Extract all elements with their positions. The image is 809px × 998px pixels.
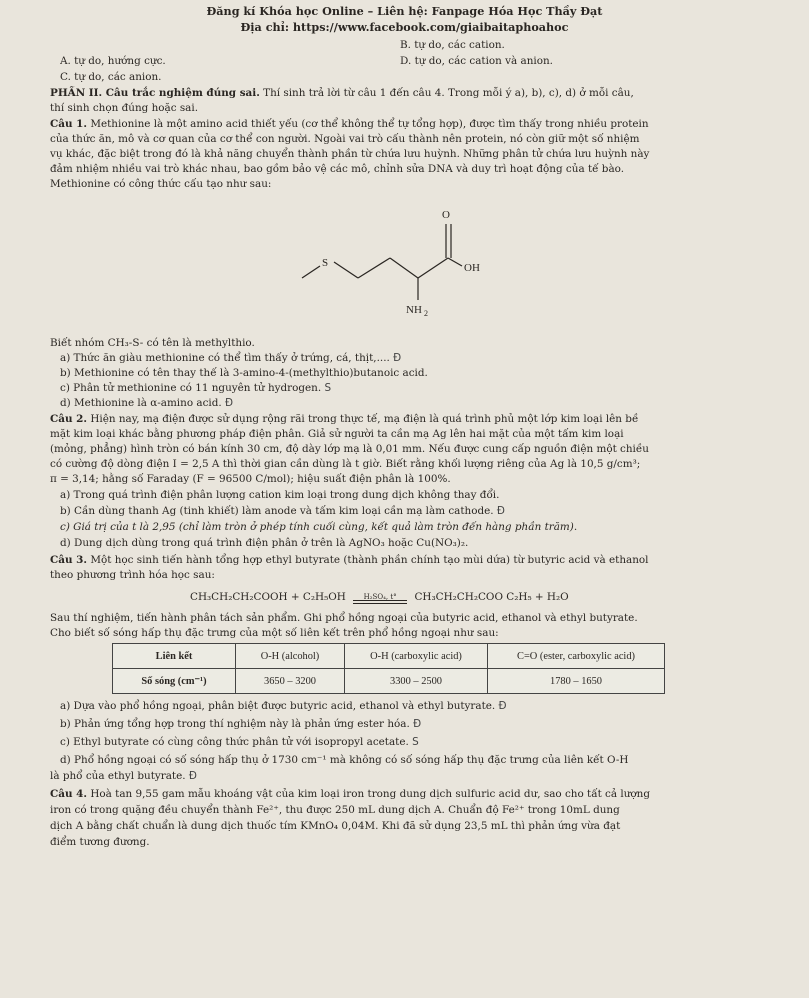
q1-d-handwritten-mark: Đ — [224, 397, 234, 409]
struct-o: O — [442, 209, 450, 221]
q2-item-b — [60, 504, 795, 519]
header-line-1: Đăng kí Khóa học Online – Liên hệ: Fanpage Hóa Học Thầy Đạt — [206, 4, 603, 18]
q3-d-text-2: là phổ của ethyl butyrate. — [50, 770, 186, 782]
q3-c-handwritten-mark: S — [412, 736, 419, 748]
q3-label: Câu 3. — [50, 554, 88, 566]
option-c: C. tự do, các anion. — [60, 71, 162, 83]
table-cell: Liên kết — [113, 644, 236, 669]
option-d: D. tự do, các cation và anion. — [400, 55, 553, 67]
q3-c-text: c) Ethyl butyrate có cùng công thức phân tử với isopropyl acetate. — [60, 736, 409, 748]
q1-text-1: Methionine là một amino acid thiết yếu (cơ thể không thể tự tổng hợp), được tìm thấy trong nhiều protein — [87, 118, 649, 130]
q1-label: Câu 1. — [50, 118, 88, 130]
q2-b-handwritten-mark: Đ — [496, 505, 505, 517]
struct-s: S — [322, 257, 329, 269]
part2-heading — [50, 86, 795, 101]
methionine-structure — [290, 200, 500, 325]
q3-a-text: a) Dựa vào phổ hồng ngoại, phân biệt được butyric acid, ethanol và ethyl butyrate. — [60, 700, 496, 712]
q4-para-1 — [50, 787, 795, 802]
option-a: A. tự do, hướng cực. — [60, 55, 166, 67]
q1-text-5: Methionine có công thức cấu tạo như sau: — [50, 178, 272, 190]
part2-title: PHẦN II. Câu trắc nghiệm đúng sai. — [50, 87, 260, 99]
q2-label: Câu 2. — [50, 413, 88, 425]
ir-table — [112, 643, 665, 694]
table-cell: 1780 – 1650 — [488, 669, 665, 694]
table-row — [113, 644, 665, 669]
q1-a-handwritten-mark: Đ — [393, 352, 402, 364]
table-cell: O-H (alcohol) — [236, 644, 345, 669]
q3-equation — [190, 590, 795, 605]
table-cell: O-H (carboxylic acid) — [345, 644, 488, 669]
q2-text-3: (mỏng, phẳng) hình tròn có bán kính 30 cm, độ dày lớp mạ là 0,01 mm. Nếu được cung cấp nguồn điện một chiều — [50, 443, 649, 455]
eq-arrow — [349, 590, 411, 605]
q1-text-2: của thức ăn, mô và cơ quan của cơ thể con người. Ngoài vai trò cấu thành nên protein, nó còn giữ một số nhiệm — [50, 133, 640, 145]
q3-item-d-2 — [50, 769, 795, 784]
option-b: B. tự do, các cation. — [400, 39, 505, 51]
q3-b-handwritten-mark: Đ — [413, 718, 422, 730]
q2-text-1: Hiện nay, mạ điện được sử dụng rộng rãi trong thực tế, mạ điện là quá trình phủ một lớp kim loại lên bề — [87, 413, 639, 425]
q4-text-1: Hoà tan 9,55 gam mẫu khoáng vật của kim loại iron trong dung dịch sulfuric acid dư, sao cho tất cả lượng — [87, 788, 650, 800]
q3-item-a — [60, 699, 795, 714]
q2-text-5: π = 3,14; hằng số Faraday (F = 96500 C/mol); hiệu suất điện phân là 100%. — [50, 473, 451, 485]
q1-text-3: vụ khác, đặc biệt trong đó là khả năng chuyển thành phần từ chứa lưu huỳnh. Những phân tử chứa lưu huỳnh này — [50, 148, 650, 160]
q3-item-b — [60, 717, 795, 732]
table-cell: C=O (ester, carboxylic acid) — [488, 644, 665, 669]
part2-intro-1: Thí sinh trả lời từ câu 1 đến câu 4. Trong mỗi ý a), b), c), d) ở mỗi câu, — [259, 87, 634, 99]
q3-b-text: b) Phản ứng tổng hợp trong thí nghiệm này là phản ứng ester hóa. — [60, 718, 410, 730]
q1-d-text: d) Methionine là α-amino acid. — [60, 397, 222, 409]
q2-b-text: b) Cần dùng thanh Ag (tinh khiết) làm anode và tấm kim loại cần mạ làm cathode. — [60, 505, 494, 517]
struct-nh: NH — [406, 304, 422, 316]
q3-item-c — [60, 735, 795, 750]
q3-text-4: Cho biết số sóng hấp thụ đặc trưng của một số liên kết trên phổ hồng ngoại như sau: — [50, 627, 499, 639]
q1-para-1 — [50, 117, 795, 132]
eq-right: CH₃CH₂CH₂COO C₂H₅ + H₂O — [414, 591, 569, 603]
q4-text-2: iron có trong quặng đều chuyển thành Fe²⁺, thu được 250 mL dung dịch A. Chuẩn độ Fe²⁺ trong 10mL dung — [50, 804, 620, 816]
q4-label: Câu 4. — [50, 788, 88, 800]
q1-c-handwritten-mark: S — [324, 382, 332, 394]
q1-item-b: b) Methionine có tên thay thế là 3-amino-4-(methylthio)butanoic acid. — [60, 367, 428, 379]
q3-text-2: theo phương trình hóa học sau: — [50, 569, 215, 581]
q2-item-d: d) Dung dịch dùng trong quá trình điện phân ở trên là AgNO₃ hoặc Cu(NO₃)₂. — [60, 537, 469, 549]
q1-text-4: đảm nhiệm nhiều vai trò khác nhau, bao gồm bảo vệ các mô, chỉnh sửa DNA và duy trì hoạt động của tế bào. — [50, 163, 625, 175]
q2-text-4: có cường độ dòng điện I = 2,5 A thì thời gian cần dùng là t giờ. Biết rằng khối lượng riêng của Ag là 10,5 g/cm³; — [50, 458, 641, 470]
table-cell: Số sóng (cm⁻¹) — [113, 669, 236, 694]
part2-intro-2: thí sinh chọn đúng hoặc sai. — [50, 102, 199, 114]
table-cell: 3300 – 2500 — [345, 669, 488, 694]
table-cell: 3650 – 3200 — [236, 669, 345, 694]
q1-note: Biết nhóm CH₃-S- có tên là methylthio. — [50, 337, 255, 349]
q3-d-handwritten-mark: Đ — [188, 770, 197, 782]
struct-nh-sub: 2 — [424, 309, 428, 318]
q1-item-c — [60, 381, 795, 396]
q4-text-4: điểm tương đương. — [50, 836, 150, 848]
eq-condition: H₂SO₄, t° — [363, 593, 397, 601]
q3-item-d-1: d) Phổ hồng ngoại có số sóng hấp thụ ở 1730 cm⁻¹ mà không có số sóng hấp thụ đặc trưng của liên kết O-H — [60, 754, 629, 766]
q2-text-2: mặt kim loại khác bằng phương pháp điện phân. Giả sử người ta cần mạ Ag lên hai mặt của một tấm kim loại — [50, 428, 624, 440]
header-line-2: Địa chỉ: https://www.facebook.com/giaibaitaphoahoc — [240, 20, 569, 34]
q3-text-3: Sau thí nghiệm, tiến hành phân tách sản phẩm. Ghi phổ hồng ngoại của butyric acid, ethanol và ethyl butyrate. — [50, 612, 638, 624]
q2-para-1 — [50, 412, 795, 427]
struct-oh: OH — [464, 262, 480, 274]
q1-a-text: a) Thức ăn giàu methionine có thể tìm thấy ở trứng, cá, thịt,.... — [60, 352, 390, 364]
eq-left: CH₃CH₂CH₂COOH + C₂H₅OH — [190, 591, 346, 603]
q2-item-a: a) Trong quá trình điện phân lượng cation kim loại trong dung dịch không thay đổi. — [60, 489, 500, 501]
q3-para-1 — [50, 553, 795, 568]
q2-item-c: c) Giá trị của t là 2,95 (chỉ làm tròn ở phép tính cuối cùng, kết quả làm tròn đến hàng phần trăm). — [60, 521, 578, 533]
q4-text-3: dịch A bằng chất chuẩn là dung dịch thuốc tím KMnO₄ 0,04M. Khi đã sử dụng 23,5 mL thì phản ứng vừa đạt — [50, 820, 621, 832]
q1-item-d — [60, 396, 795, 411]
q3-text-1: Một học sinh tiến hành tổng hợp ethyl butyrate (thành phần chính tạo mùi dứa) từ butyric acid và ethanol — [87, 554, 649, 566]
q3-a-handwritten-mark: Đ — [498, 700, 507, 712]
q1-c-text: c) Phân tử methionine có 11 nguyên tử hydrogen. — [60, 382, 322, 394]
q1-item-a — [60, 351, 795, 366]
table-row — [113, 669, 665, 694]
